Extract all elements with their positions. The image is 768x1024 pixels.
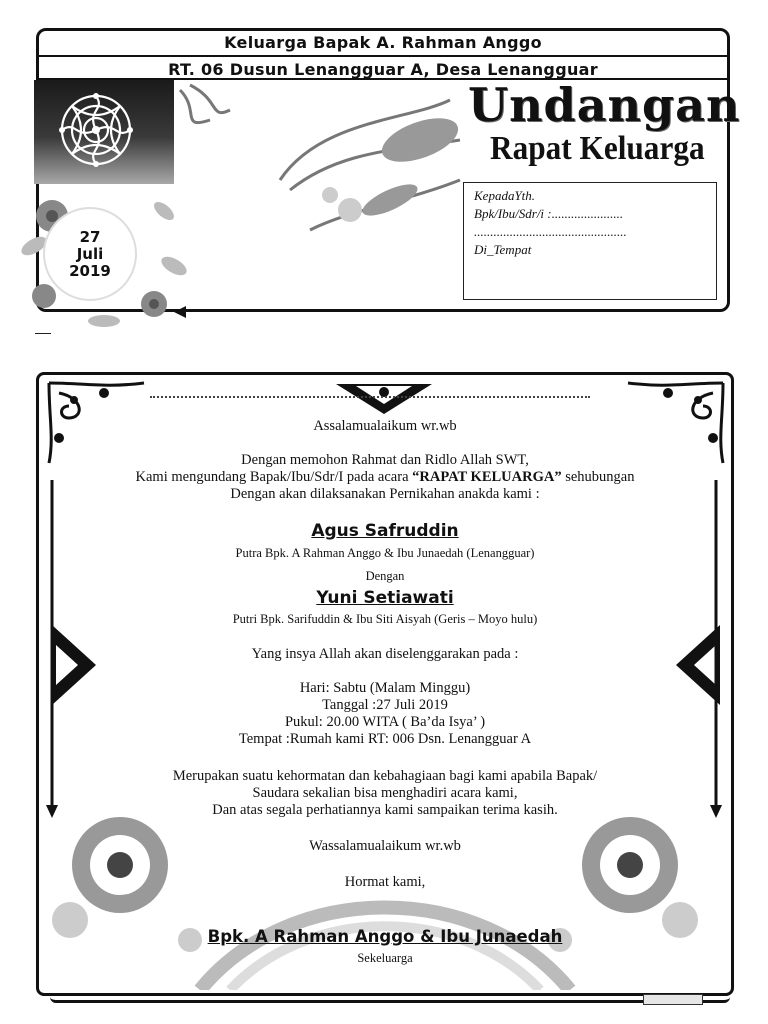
stray-mark xyxy=(35,333,51,334)
closing-line-3: Dan atas segala perhatiannya kami sampaikan terima kasih. xyxy=(212,802,558,818)
arrow-left-icon xyxy=(172,304,192,320)
intro-line-1: Dengan memohon Rahmat dan Ridlo Allah SWT, xyxy=(241,452,529,468)
family-sign-off: Sekeluarga xyxy=(357,951,413,965)
address-blank-line: ............................................... xyxy=(474,224,627,239)
date-year: 2019 xyxy=(69,261,111,280)
groom-parents: Putra Bpk. A Rahman Anggo & Ibu Junaedah (Lenangguar) xyxy=(235,546,535,560)
event-date: Tanggal :27 Juli 2019 xyxy=(322,697,448,713)
event-name: “RAPAT KELUARGA” xyxy=(412,469,562,485)
connector-text: Dengan xyxy=(365,569,405,583)
intro-line-2 xyxy=(36,469,734,486)
greeting: Assalamualaikum wr.wb xyxy=(313,418,457,434)
regards: Hormat kami, xyxy=(344,874,426,890)
corner-stamp xyxy=(643,994,703,1005)
intro-line-3: Dengan akan dilaksanakan Pernikahan anakda kami : xyxy=(230,486,540,502)
address-header: RT. 06 Dusun Lenangguar A, Desa Lenangguar xyxy=(168,60,598,79)
event-place: Tempat :Rumah kami RT: 006 Dsn. Lenangguar A xyxy=(238,731,532,747)
sunburst-ornament-top-icon xyxy=(336,382,432,416)
event-day: Hari: Sabtu (Malam Minggu) xyxy=(299,680,471,696)
dotted-divider xyxy=(150,396,590,398)
event-time: Pukul: 20.00 WITA ( Ba’da Isya’ ) xyxy=(284,714,486,730)
bride-name: Yuni Setiawati xyxy=(316,588,454,608)
date-badge xyxy=(45,209,135,299)
closing-line-2: Saudara sekalian bisa menghadiri acara kami, xyxy=(252,785,518,801)
address-recipient: Bpk/Ibu/Sdr/i :...................... xyxy=(474,206,624,221)
intro-line-2-post: sehubungan xyxy=(561,469,635,485)
mandala-ornament-icon xyxy=(34,80,174,184)
invitation-title: Undangan xyxy=(468,78,741,132)
date-day: 27 xyxy=(79,227,101,246)
closing-line-1: Merupakan suatu kehormatan dan kebahagiaan bagi kami apabila Bapak/ xyxy=(172,768,598,784)
farewell: Wassalamualaikum wr.wb xyxy=(309,838,461,854)
family-name-header: Keluarga Bapak A. Rahman Anggo xyxy=(224,33,542,52)
batik-ornament-panel xyxy=(34,80,174,184)
address-place: Di_Tempat xyxy=(474,242,532,257)
schedule-intro: Yang insya Allah akan diselenggarakan pada : xyxy=(251,646,519,662)
card-shadow-line xyxy=(50,990,730,1003)
signer-name: Bpk. A Rahman Anggo & Ibu Junaedah xyxy=(207,927,563,946)
bride-parents: Putri Bpk. Sarifuddin & Ibu Siti Aisyah (Geris – Moyo hulu) xyxy=(232,612,538,626)
recipient-address-box xyxy=(463,182,717,300)
date-month: Juli xyxy=(76,244,104,263)
header-divider xyxy=(36,55,730,57)
swirl-ornament-icon xyxy=(170,80,470,280)
invitation-subtitle: Rapat Keluarga xyxy=(490,130,705,167)
intro-line-2-pre: Kami mengundang Bapak/Ibu/Sdr/I pada acara xyxy=(135,469,413,485)
address-to: KepadaYth. xyxy=(474,188,536,203)
groom-name: Agus Safruddin xyxy=(311,521,459,541)
